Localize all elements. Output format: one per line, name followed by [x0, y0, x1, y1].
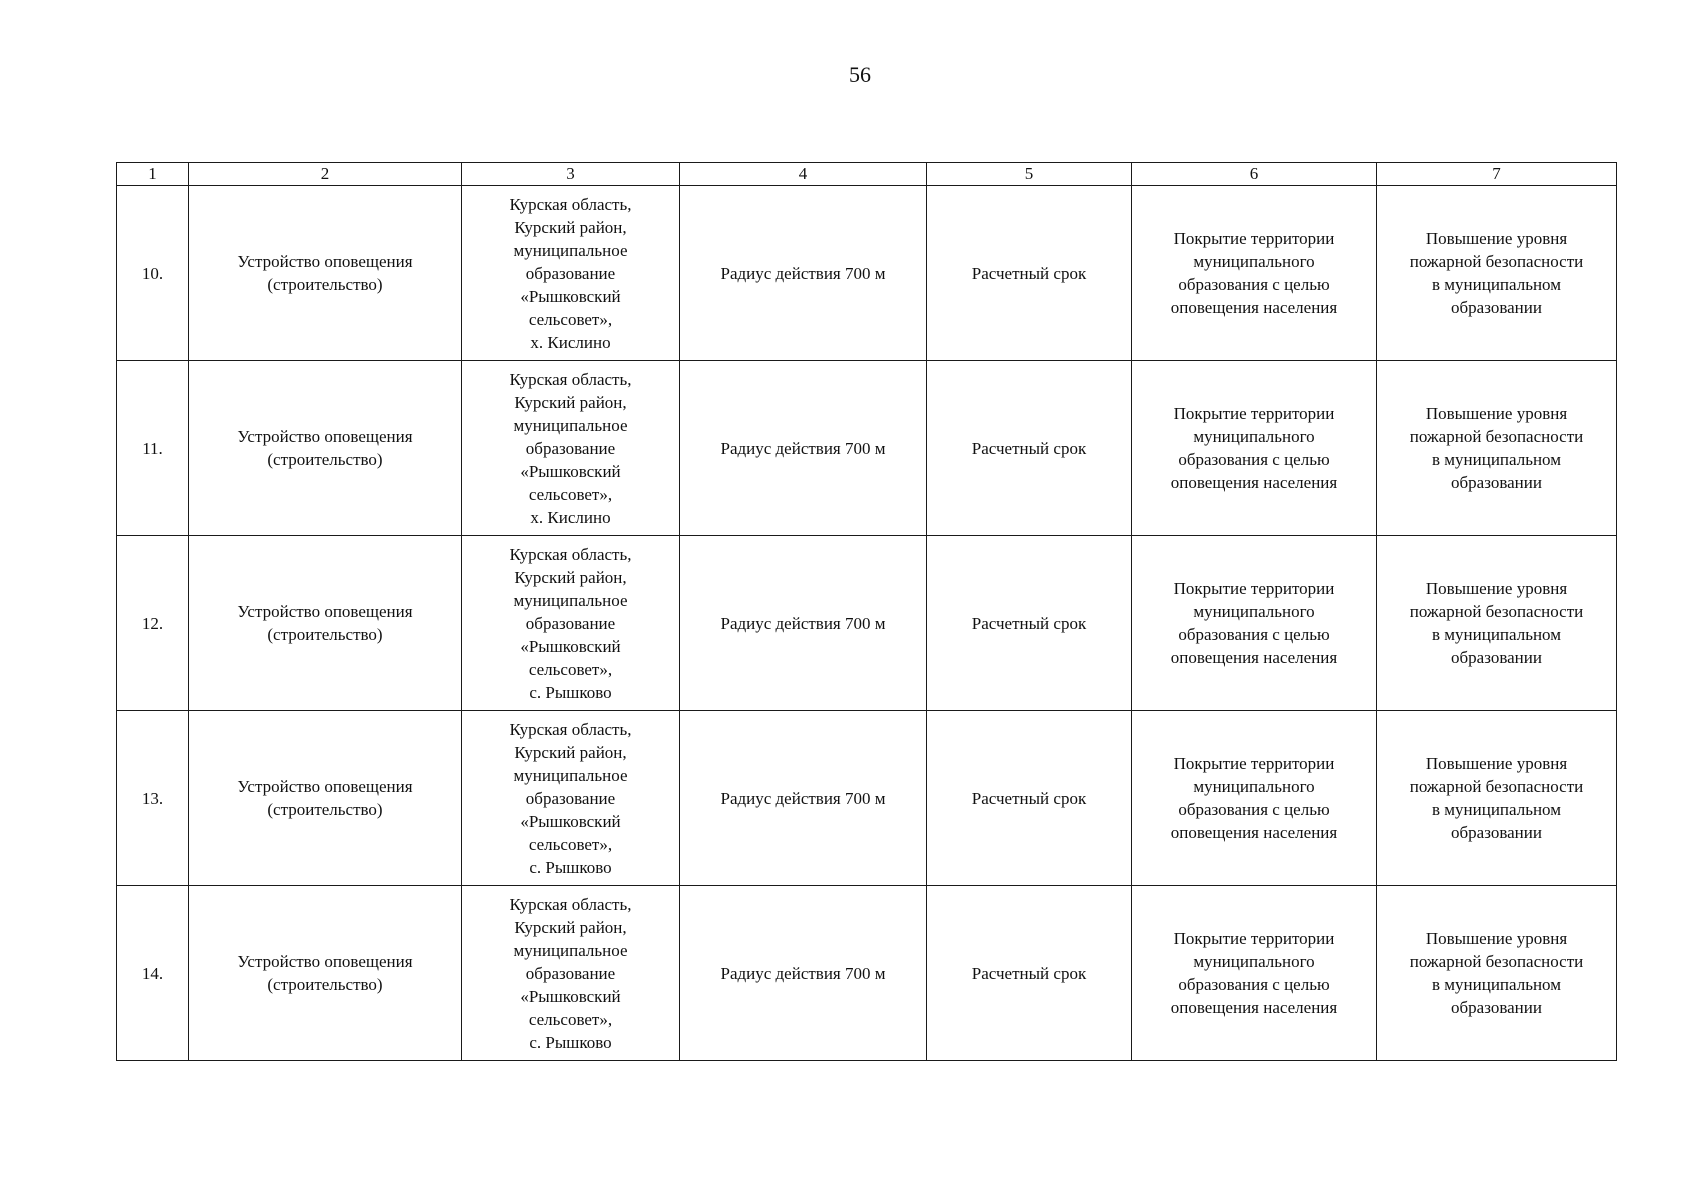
term-cell: Расчетный срок	[927, 186, 1132, 361]
characteristic-cell: Радиус действия 700 м	[680, 711, 927, 886]
location-cell-line: образование	[525, 788, 616, 808]
term-cell: Расчетный срок	[927, 711, 1132, 886]
work-name-cell	[189, 711, 462, 886]
column-number: 1	[117, 163, 189, 186]
location-cell-line: муниципальное	[513, 765, 628, 785]
location-cell-line: муниципальное	[513, 415, 628, 435]
effect-cell-line: пожарной безопасности	[1409, 252, 1584, 271]
location-cell-line: «Рышковский	[520, 986, 621, 1006]
effect-cell-line: образовании	[1451, 998, 1542, 1017]
location-cell-line: «Рышковский	[520, 286, 621, 306]
location-cell	[462, 186, 680, 361]
purpose-cell-line: оповещения населения	[1170, 998, 1338, 1017]
effect-cell-line: пожарной безопасности	[1409, 777, 1584, 796]
purpose-cell-line: муниципального	[1193, 777, 1315, 796]
characteristic-cell: Радиус действия 700 м	[680, 536, 927, 711]
location-cell	[462, 711, 680, 886]
location-cell-line: муниципальное	[513, 240, 628, 260]
column-number: 5	[927, 163, 1132, 186]
characteristic-cell: Радиус действия 700 м	[680, 186, 927, 361]
location-cell-line: образование	[525, 438, 616, 458]
effect-cell-line: образовании	[1451, 473, 1542, 492]
effect-cell	[1377, 186, 1617, 361]
purpose-cell	[1132, 536, 1377, 711]
term-cell: Расчетный срок	[927, 536, 1132, 711]
work-name-cell	[189, 361, 462, 536]
effect-cell-line: образовании	[1451, 823, 1542, 842]
location-cell-line: «Рышковский	[520, 461, 621, 481]
location-cell-line: муниципальное	[513, 590, 628, 610]
table-row	[117, 361, 1617, 536]
location-cell-line: с. Рышково	[529, 682, 612, 702]
work-name-cell-line: (строительство)	[267, 975, 383, 994]
purpose-cell-line: Покрытие территории	[1173, 404, 1335, 423]
location-cell-line: Курский район,	[514, 917, 627, 937]
effect-cell-line: в муниципальном	[1432, 450, 1561, 469]
effect-cell-line: в муниципальном	[1432, 275, 1561, 294]
purpose-cell-line: Покрытие территории	[1173, 929, 1335, 948]
purpose-cell-line: оповещения населения	[1170, 473, 1338, 492]
purpose-cell-line: образования с целью	[1178, 975, 1330, 994]
characteristic-cell: Радиус действия 700 м	[680, 886, 927, 1061]
purpose-cell-line: образования с целью	[1178, 275, 1330, 294]
location-cell-line: сельсовет»,	[528, 659, 613, 679]
row-number-cell: 12.	[117, 536, 189, 711]
location-cell-line: х. Кислино	[530, 507, 611, 527]
purpose-cell-line: муниципального	[1193, 252, 1315, 271]
column-number: 3	[462, 163, 680, 186]
purpose-cell-line: образования с целью	[1178, 625, 1330, 644]
table-body	[117, 186, 1617, 1061]
work-name-cell-line: Устройство оповещения	[237, 602, 413, 621]
purpose-cell-line: оповещения населения	[1170, 823, 1338, 842]
location-cell-line: Курская область,	[509, 194, 632, 214]
column-number: 6	[1132, 163, 1377, 186]
location-cell	[462, 536, 680, 711]
purpose-cell-line: муниципального	[1193, 952, 1315, 971]
measures-table	[116, 162, 1617, 1061]
row-number-cell: 10.	[117, 186, 189, 361]
effect-cell-line: в муниципальном	[1432, 800, 1561, 819]
table-row	[117, 536, 1617, 711]
purpose-cell-line: Покрытие территории	[1173, 579, 1335, 598]
purpose-cell-line: оповещения населения	[1170, 298, 1338, 317]
effect-cell-line: в муниципальном	[1432, 625, 1561, 644]
effect-cell-line: пожарной безопасности	[1409, 952, 1584, 971]
effect-cell	[1377, 361, 1617, 536]
location-cell-line: «Рышковский	[520, 811, 621, 831]
location-cell-line: с. Рышково	[529, 1032, 612, 1052]
effect-cell-line: Повышение уровня	[1425, 754, 1568, 773]
page-number: 56	[849, 62, 871, 87]
location-cell-line: Курская область,	[509, 544, 632, 564]
location-cell-line: х. Кислино	[530, 332, 611, 352]
work-name-cell-line: (строительство)	[267, 625, 383, 644]
effect-cell-line: образовании	[1451, 298, 1542, 317]
column-number-row	[117, 163, 1617, 186]
effect-cell-line: Повышение уровня	[1425, 404, 1568, 423]
location-cell	[462, 361, 680, 536]
table-row	[117, 186, 1617, 361]
location-cell-line: Курский район,	[514, 392, 627, 412]
work-name-cell-line: Устройство оповещения	[237, 952, 413, 971]
purpose-cell-line: муниципального	[1193, 427, 1315, 446]
purpose-cell-line: образования с целью	[1178, 450, 1330, 469]
location-cell-line: образование	[525, 963, 616, 983]
column-number: 4	[680, 163, 927, 186]
row-number-cell: 13.	[117, 711, 189, 886]
purpose-cell-line: оповещения населения	[1170, 648, 1338, 667]
location-cell-line: сельсовет»,	[528, 484, 613, 504]
purpose-cell-line: Покрытие территории	[1173, 229, 1335, 248]
location-cell-line: Курская область,	[509, 369, 632, 389]
effect-cell-line: Повышение уровня	[1425, 579, 1568, 598]
work-name-cell-line: Устройство оповещения	[237, 777, 413, 796]
location-cell-line: Курский район,	[514, 742, 627, 762]
column-number: 2	[189, 163, 462, 186]
location-cell-line: образование	[525, 263, 616, 283]
purpose-cell	[1132, 711, 1377, 886]
effect-cell-line: пожарной безопасности	[1409, 427, 1584, 446]
term-cell: Расчетный срок	[927, 361, 1132, 536]
location-cell	[462, 886, 680, 1061]
effect-cell	[1377, 536, 1617, 711]
work-name-cell-line: (строительство)	[267, 275, 383, 294]
row-number-cell: 11.	[117, 361, 189, 536]
effect-cell-line: в муниципальном	[1432, 975, 1561, 994]
location-cell-line: Курская область,	[509, 719, 632, 739]
location-cell-line: Курский район,	[514, 567, 627, 587]
location-cell-line: Курский район,	[514, 217, 627, 237]
location-cell-line: муниципальное	[513, 940, 628, 960]
effect-cell	[1377, 886, 1617, 1061]
row-number-cell: 14.	[117, 886, 189, 1061]
table-row	[117, 886, 1617, 1061]
location-cell-line: Курская область,	[509, 894, 632, 914]
work-name-cell-line: (строительство)	[267, 450, 383, 469]
work-name-cell-line: Устройство оповещения	[237, 427, 413, 446]
purpose-cell-line: образования с целью	[1178, 800, 1330, 819]
effect-cell-line: пожарной безопасности	[1409, 602, 1584, 621]
location-cell-line: с. Рышково	[529, 857, 612, 877]
term-cell: Расчетный срок	[927, 886, 1132, 1061]
effect-cell	[1377, 711, 1617, 886]
location-cell-line: сельсовет»,	[528, 1009, 613, 1029]
location-cell-line: образование	[525, 613, 616, 633]
purpose-cell	[1132, 186, 1377, 361]
characteristic-cell: Радиус действия 700 м	[680, 361, 927, 536]
effect-cell-line: Повышение уровня	[1425, 929, 1568, 948]
effect-cell-line: Повышение уровня	[1425, 229, 1568, 248]
work-name-cell-line: (строительство)	[267, 800, 383, 819]
location-cell-line: «Рышковский	[520, 636, 621, 656]
work-name-cell	[189, 886, 462, 1061]
purpose-cell	[1132, 361, 1377, 536]
work-name-cell-line: Устройство оповещения	[237, 252, 413, 271]
location-cell-line: сельсовет»,	[528, 834, 613, 854]
work-name-cell	[189, 186, 462, 361]
purpose-cell-line: Покрытие территории	[1173, 754, 1335, 773]
location-cell-line: сельсовет»,	[528, 309, 613, 329]
effect-cell-line: образовании	[1451, 648, 1542, 667]
column-number: 7	[1377, 163, 1617, 186]
purpose-cell-line: муниципального	[1193, 602, 1315, 621]
table-row	[117, 711, 1617, 886]
purpose-cell	[1132, 886, 1377, 1061]
work-name-cell	[189, 536, 462, 711]
